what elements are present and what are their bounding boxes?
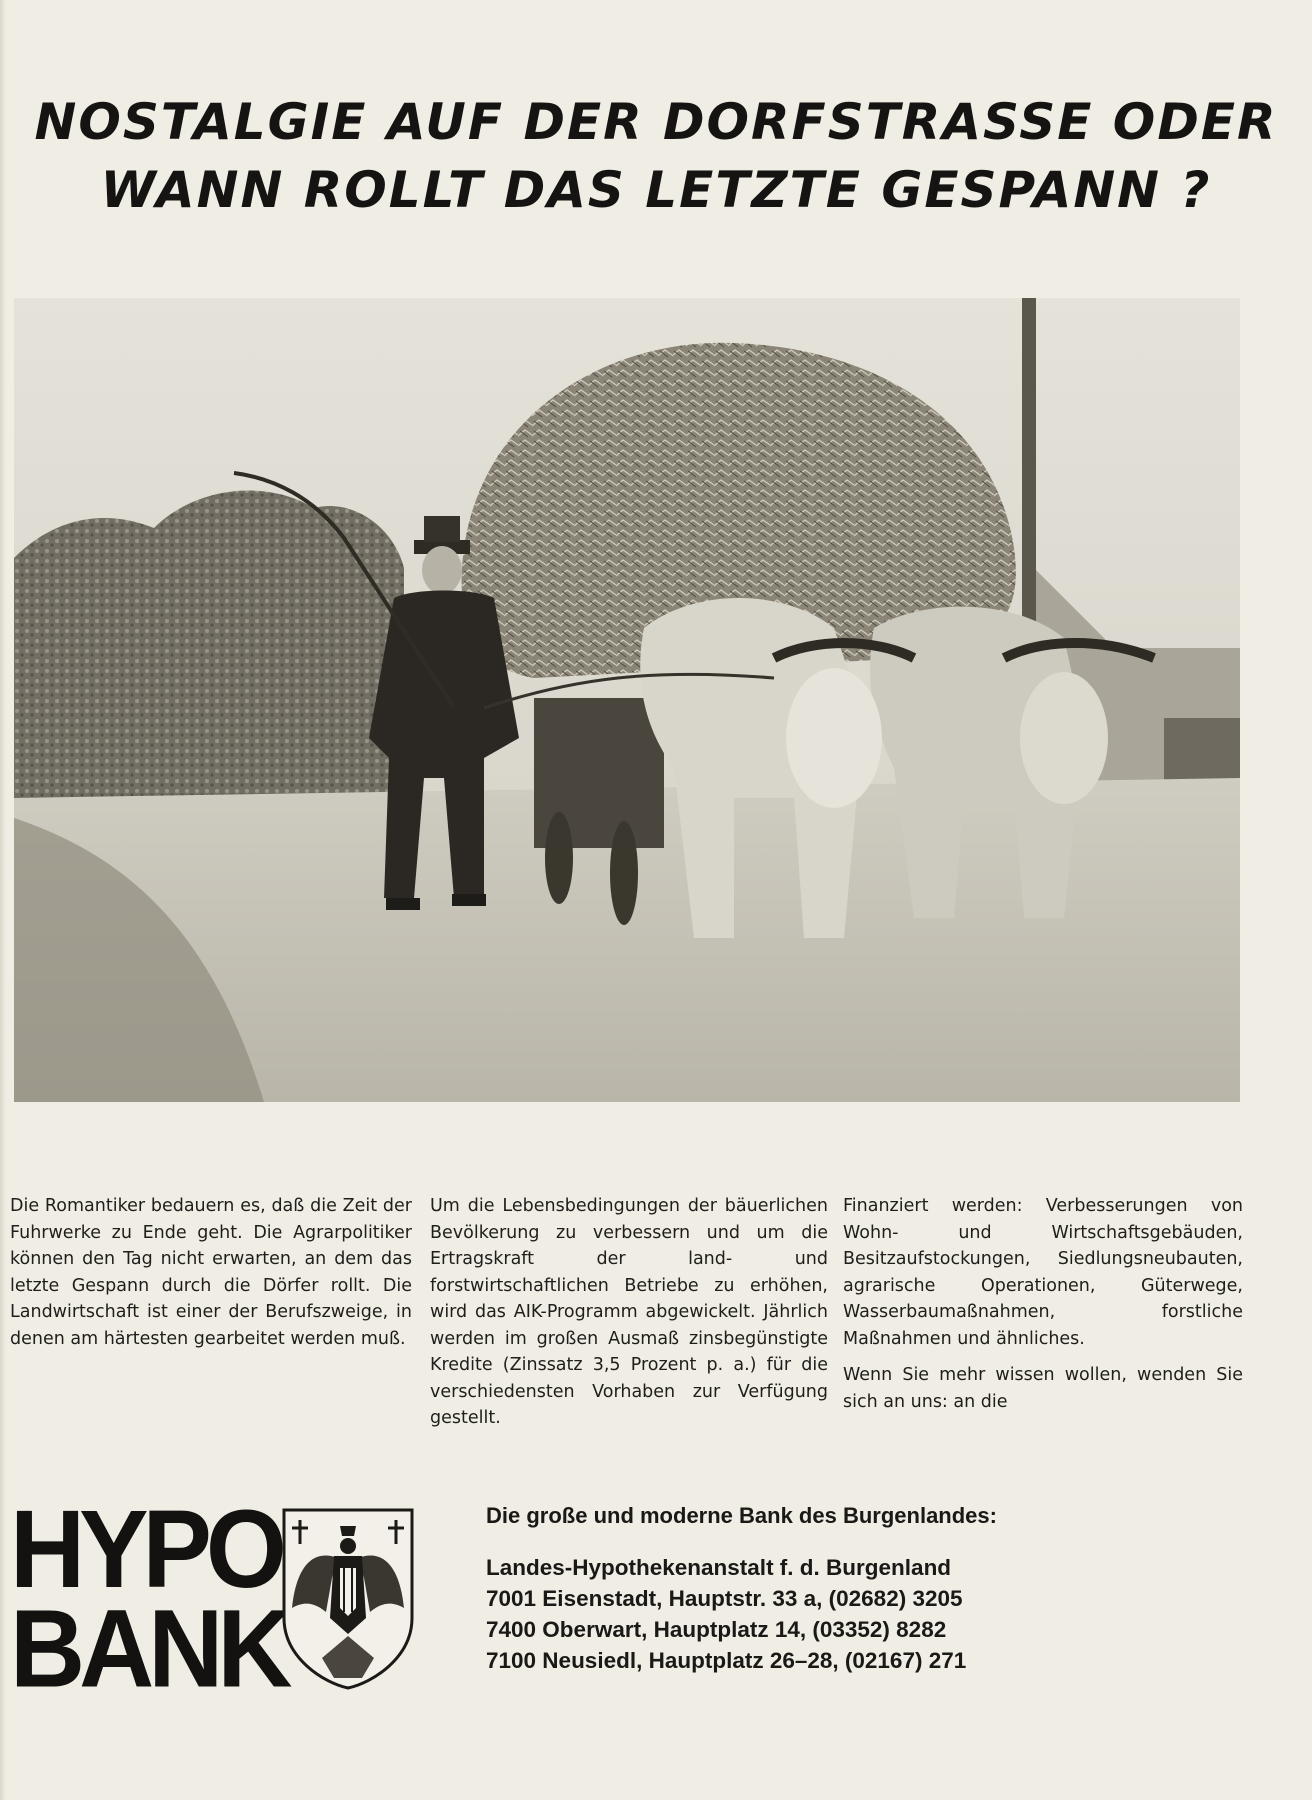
body-paragraph: Um die Lebensbedingungen der bäuerlichen Bevölkerung zu verbessern und um die Ertragskraft der land- und forstwirtschaftlichen Betriebe zu erhöhen, wird das AIK-Programm abgewickelt. Jährlich werden im großen Ausmaß zinsbegünstigte Kredite (Zinssatz 3,5 Prozent p. a.) für die verschiedensten Vorhaben zur Verfügung gestellt. (430, 1196, 828, 1428)
logo-line-2: BANK (10, 1587, 287, 1711)
body-column-2 (430, 1193, 828, 1442)
hypo-bank-logo (10, 1488, 287, 1711)
body-paragraph: Wenn Sie mehr wissen wollen, wenden Sie sich an uns: an die (843, 1365, 1243, 1412)
coat-of-arms-icon (282, 1508, 414, 1690)
headline-line-1: NOSTALGIE AUF DER DORFSTRASSE ODER (34, 93, 1278, 151)
logo-line-1: HYPO (10, 1488, 281, 1612)
bank-info (486, 1502, 1026, 1676)
headline-line-2: WANN ROLLT DAS LETZTE GESPANN ? (100, 161, 1212, 219)
ox-cart-photo (14, 298, 1240, 1102)
page-edge (0, 0, 6, 1800)
headline (0, 88, 1312, 224)
body-paragraph: Die Romantiker bedauern es, daß die Zeit der Fuhrwerke zu Ende geht. Die Agrarpolitiker können den Tag nicht erwarten, an dem das letzte Gespann durch die Dörfer rollt. Die Landwirtschaft ist einer der Berufszweige, in denen am härtesten gearbeitet werden muß. (10, 1196, 412, 1349)
address-oberwart: 7400 Oberwart, Hauptplatz 14, (03352) 8282 (486, 1617, 947, 1642)
bank-name: Landes-Hypothekenanstalt f. d. Burgenland (486, 1555, 952, 1580)
address-neusiedl: 7100 Neusiedl, Hauptplatz 26–28, (02167) 271 (486, 1648, 967, 1673)
bank-slogan: Die große und moderne Bank des Burgenlandes: (486, 1503, 997, 1528)
body-column-3 (843, 1193, 1243, 1425)
address-eisenstadt: 7001 Eisenstadt, Hauptstr. 33 a, (02682) 3205 (486, 1586, 963, 1611)
body-paragraph: Finanziert werden: Verbesserungen von Wohn- und Wirtschaftsgebäuden, Besitzaufstockungen, Siedlungsneubauten, agrarische Operationen, Güterwege, Wasserbaumaßnahmen, forstliche Maßnahmen und ähnliches. (843, 1196, 1243, 1349)
body-column-1 (10, 1193, 412, 1362)
